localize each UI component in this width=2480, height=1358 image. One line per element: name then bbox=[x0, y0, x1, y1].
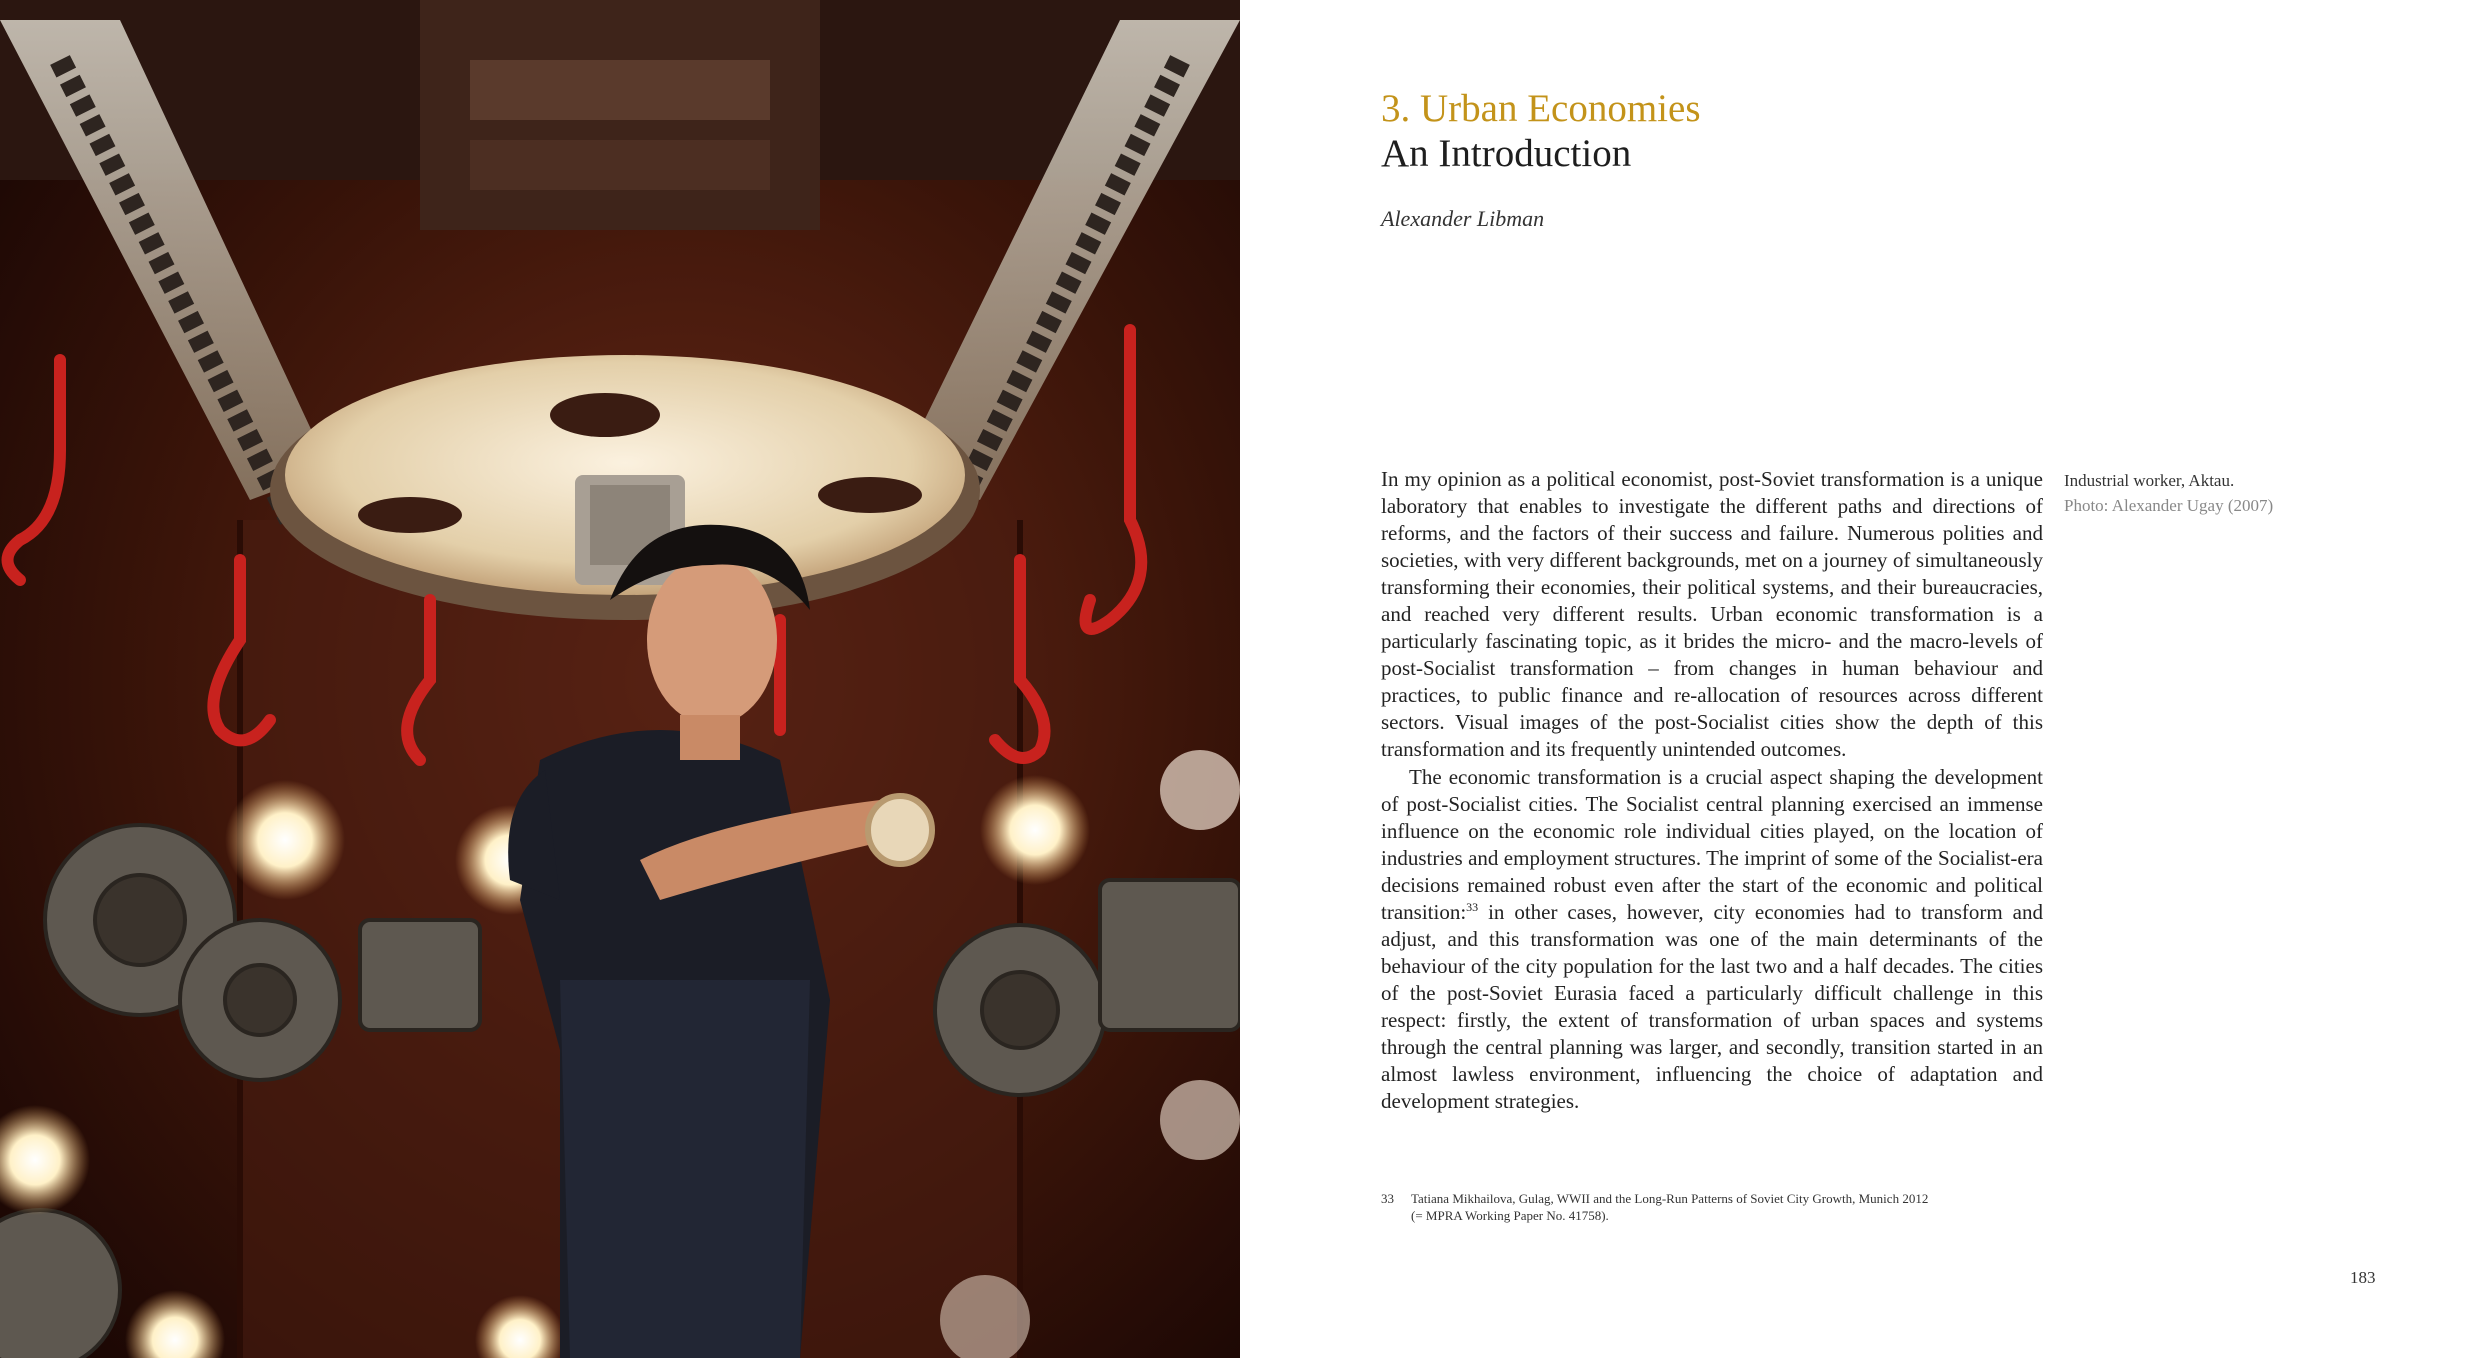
footnote-number: 33 bbox=[1381, 1191, 1394, 1206]
footnote-reference[interactable]: 33 bbox=[1466, 899, 1479, 914]
page-number: 183 bbox=[2350, 1268, 2376, 1287]
photo-caption bbox=[2064, 468, 2304, 518]
chapter-title: 3. Urban Economies bbox=[1381, 87, 1701, 130]
footnote-line-1: Tatiana Mikhailova, Gulag, WWII and the Long-Run Patterns of Soviet City Growth, Munich 2012 bbox=[1411, 1191, 1929, 1206]
caption-title: Industrial worker, Aktau. bbox=[2064, 471, 2235, 490]
body-paragraph-2 bbox=[1381, 764, 2043, 1116]
author-name: Alexander Libman bbox=[1381, 206, 1545, 231]
body-text bbox=[1381, 466, 2043, 1115]
caption-credit: Photo: Alexander Ugay (2007) bbox=[2064, 496, 2274, 515]
body-paragraph-2-part-2: in other cases, however, city economies had to transform and adjust, and this transformation was one of the main determinants of the behaviour of the city population for the last two and a half decades. The cities of the post-Soviet Eurasia faced a particularly difficult challenge in this respect: firstly, the extent of transformation of urban spaces and systems through the central planning was larger, and secondly, transition started in an almost lawless environment, influencing the choice of adaptation and development strategies. bbox=[1381, 899, 2043, 1114]
body-paragraph-1: In my opinion as a political economist, post-Soviet transformation is a unique laboratory that enables to investigate the different paths and directions of reforms, and the factors of their success and failure. Numerous polities and societies, with very different backgrounds, met on a journey of simultaneously transforming their economies, their political systems, and their bureaucracies, and reached very different results. Urban economic transformation is a particularly fascinating topic, as it brides the micro- and the macro-levels of post-Socialist transformation – from changes in human behaviour and practices, to public finance and re-allocation of resources across different sectors. Visual images of the post-Socialist cities show the depth of this transformation and its frequently unintended outcomes. bbox=[1381, 467, 2043, 762]
body-paragraph-2-part-1: The economic transformation is a crucial aspect shaping the development of post-Socialist cities. The Socialist central planning exercised an immense influence on the economic role individual cities played, on the location of industries and employment structures. The imprint of some of the Socialist-era decisions remained robust even after the start of the economic and political transition: bbox=[1381, 764, 2043, 924]
footnote bbox=[1381, 1190, 2081, 1224]
chapter-subtitle: An Introduction bbox=[1381, 132, 1632, 175]
footnote-line-2: (= MPRA Working Paper No. 41758). bbox=[1411, 1208, 1609, 1223]
right-page bbox=[1240, 0, 2480, 1358]
